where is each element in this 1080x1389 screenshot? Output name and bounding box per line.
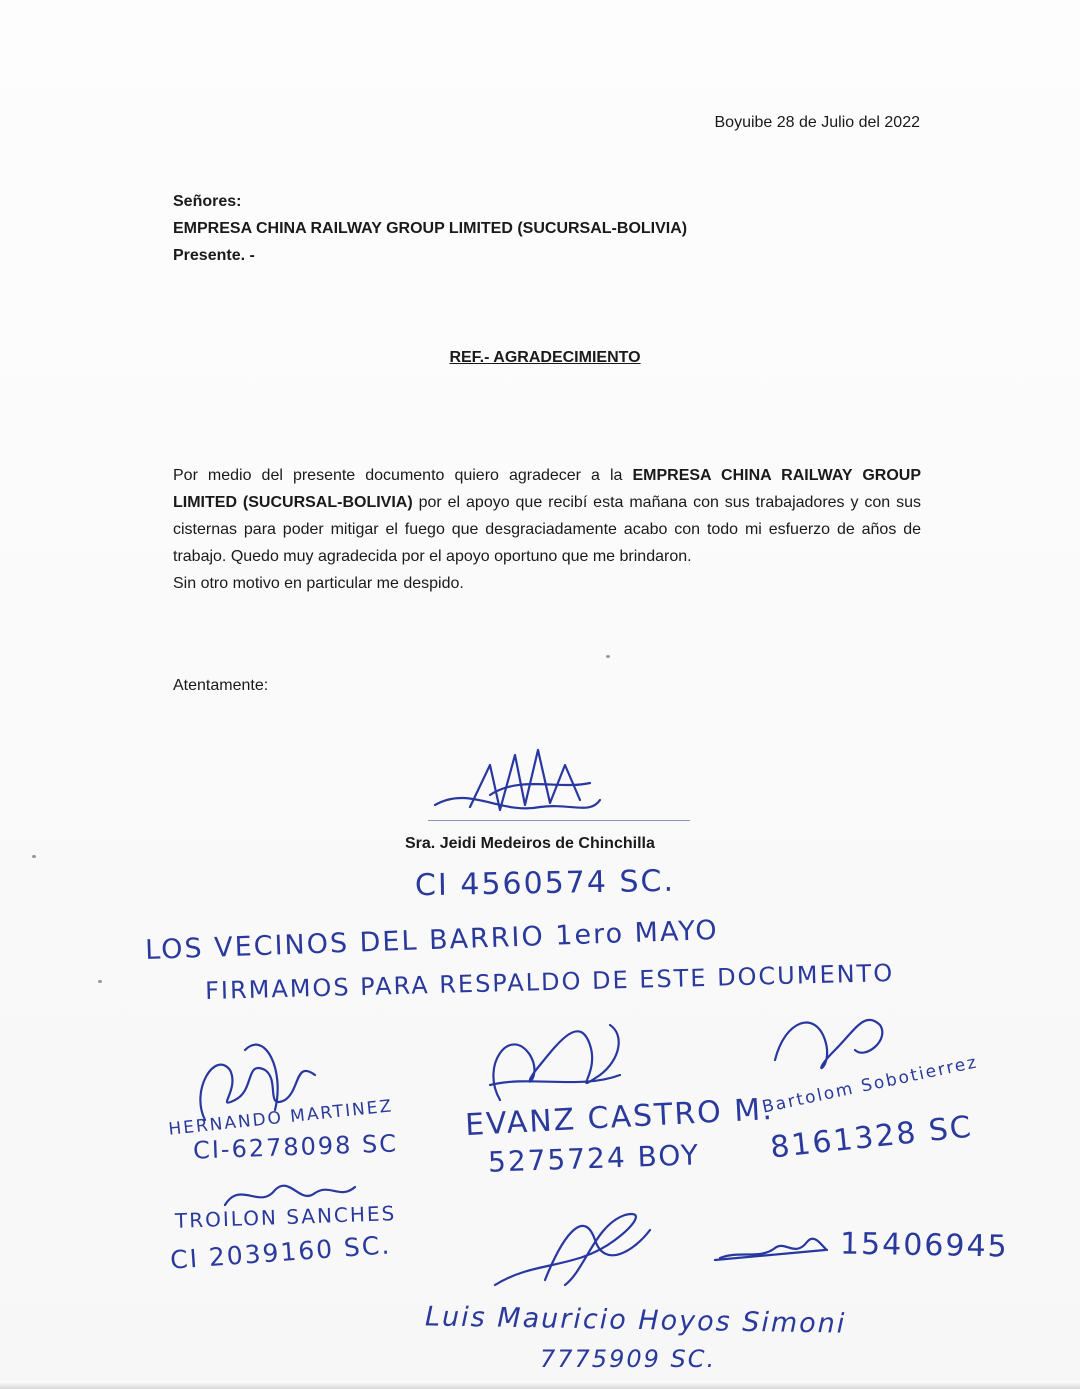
signer-signature: [430, 745, 630, 835]
neighbors-line-2: FIRMAMOS PARA RESPALDO DE ESTE DOCUMENTO: [204, 958, 895, 1006]
signer-ci: CI 4560574 SC.: [414, 863, 676, 904]
signatory-5-name: Luis Mauricio Hoyos Simoni: [424, 1301, 847, 1340]
signatory-3-id: 8161328 SC: [768, 1109, 975, 1166]
signatory-6-id: 15406945: [839, 1226, 1009, 1265]
paper-speck: [606, 655, 610, 658]
body-closing: Sin otro motivo en particular me despido.: [173, 575, 464, 592]
signatory-2-id: 5275724 BOY: [487, 1138, 701, 1179]
signatory-1-name: HERNANDO MARTINEZ: [167, 1096, 395, 1140]
paper-speck: [32, 855, 36, 858]
signatory-3-name: Bartolom Sobotierrez: [760, 1052, 980, 1118]
addressee-presente: Presente. -: [173, 247, 255, 264]
signer-name: Sra. Jeidi Medeiros de Chinchilla: [405, 835, 655, 852]
signatory-1-id: CI-6278098 SC: [192, 1129, 399, 1165]
signatory-2-name: EVANZ CASTRO M.: [464, 1091, 775, 1144]
signature-line: [428, 820, 690, 821]
neighbors-line-1: LOS VECINOS DEL BARRIO 1ero MAYO: [144, 914, 720, 967]
signature-5: [485, 1200, 665, 1295]
signatory-4-id: CI 2039160 SC.: [169, 1230, 393, 1275]
sign-off: Atentamente:: [173, 677, 269, 694]
signatory-5-id: 7775909 SC.: [540, 1345, 717, 1373]
body-company: EMPRESA CHINA RAILWAY GROUP LIMITED (SUCURSAL-BOLIVIA): [173, 467, 922, 511]
body-rest: por el apoyo que recibí esta mañana con sus trabajadores y con sus cisternas para poder mitigar el fuego que desgraciadamente acabo con todo mi esfuerzo de años de trabajo. Quedo muy agradecida por el apoyo oportuno que me brindaron.: [173, 494, 922, 565]
addressee-block: [173, 188, 687, 269]
signatory-4-name: TROILON SANCHES: [174, 1201, 397, 1233]
letter-body: [173, 462, 921, 597]
reference-line: REF.- AGRADECIMIENTO: [449, 349, 641, 366]
paper-speck: [98, 980, 102, 983]
signature-2: [470, 1005, 640, 1115]
letter-date: Boyuibe 28 de Julio del 2022: [714, 114, 920, 131]
addressee-company: EMPRESA CHINA RAILWAY GROUP LIMITED (SUCURSAL-BOLIVIA): [173, 220, 688, 237]
paper-edge: [0, 1381, 1080, 1389]
signature-6: [715, 1220, 830, 1270]
body-intro: Por medio del presente documento quiero agradecer a la: [173, 467, 633, 484]
salutation: Señores:: [173, 193, 242, 210]
